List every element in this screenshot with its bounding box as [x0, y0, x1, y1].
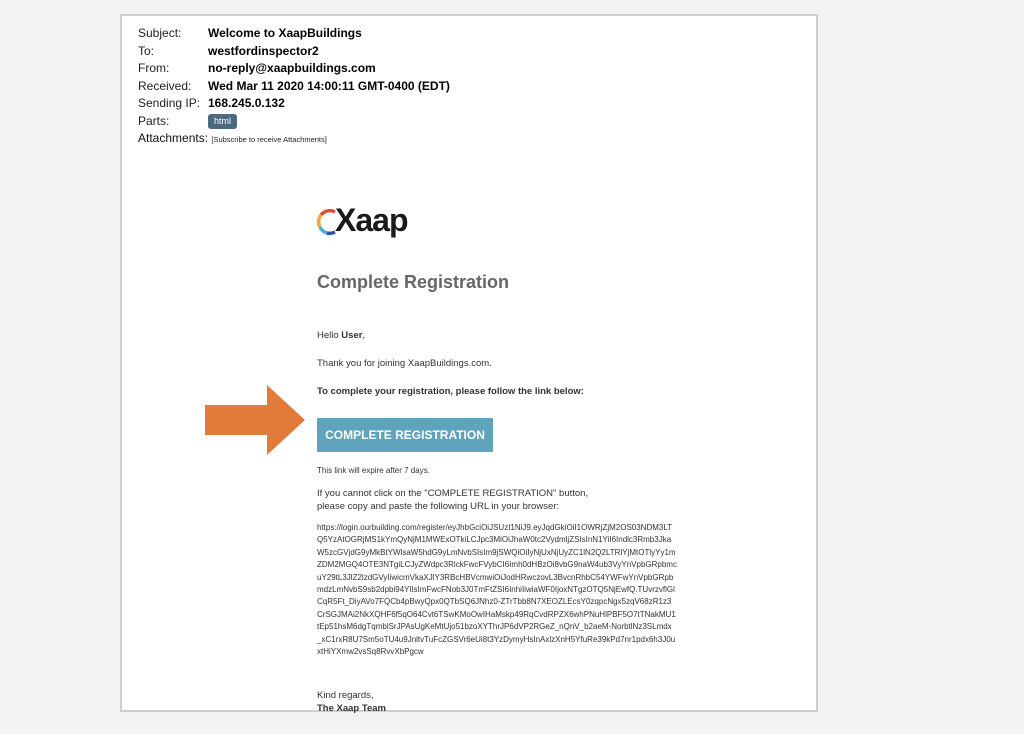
fallback-instruction-line-2: please copy and paste the following URL in your browser:	[317, 501, 560, 512]
header-key: Subject:	[138, 26, 182, 40]
header-value: Wed Mar 11 2020 14:00:11 GMT-0400 (EDT)	[208, 78, 450, 93]
header-value: no-reply@xaapbuildings.com	[208, 61, 376, 75]
url-line: ZDM2MGQ4OTE3NTgiLCJyZWdpc3RlckFwcFVybCI6Imh0dHBzOi8vbG9naW4ub3VyYnVpbGRpbmc	[317, 560, 677, 570]
header-key: From:	[138, 61, 170, 75]
url-line: CrSGJMAi2NkXQHF6f5qO64Cvt6TSwKMoOwIHaMskp49RqCvdRPZX6whPNuHlPBF5O7tTNakMU1	[317, 609, 676, 619]
header-key: Parts:	[138, 113, 170, 128]
url-line: CqR5Ft_DiyAVo7FQCb4pBwyQpx0QTbSQ6JNhz0-ZTrTbb8N7XEOZLEcsY0zqpcNgx5zqV68zR1z3	[317, 597, 672, 607]
greeting-name: User	[341, 330, 363, 341]
header-value: westfordinspector2	[208, 43, 319, 58]
header-key: To:	[138, 43, 155, 58]
attachments-subscribe-link[interactable]: [Subscribe to receive Attachments]	[211, 135, 327, 144]
registration-url-link[interactable]	[317, 522, 717, 658]
url-line: uY29tL3JlZ2lzdGVyIiwicmVkaXJlY3RBcHBVcmwiOiJodHRwczovL3BvcnRhbC54YWFwYnVpbGRpb	[317, 572, 674, 582]
url-line: _xC1rxR8U7Sm5oTU4u9JnltvTuFcZGSVr6eUi8t3YzDymyHsInAxlzXnH5YfuRe39kPd7nr1pdx6h3J0u	[317, 634, 676, 644]
url-line: https://login.ourbuilding.com/register/eyJhbGciOiJSUzI1NiJ9.eyJqdGkiOiI1OWRjZjM2OS03NDM3LT	[317, 523, 673, 532]
header-key: Sending IP:	[138, 96, 201, 110]
email-headers	[138, 25, 450, 148]
url-line: xtHiYXmw2vsSq8RvvXbPgcw	[317, 647, 424, 657]
xaap-logo-wordmark: Xaap	[335, 202, 408, 238]
header-row-attachments	[138, 130, 450, 148]
fallback-instruction-line-1: If you cannot click on the "COMPLETE REGISTRATION" button,	[317, 488, 589, 499]
complete-registration-button[interactable]: COMPLETE REGISTRATION	[317, 418, 493, 452]
url-line: Q5YzAtOGRjMS1kYmQyNjM1MWExOTkiLCJpc3MiOiJhaW0tc2VydmljZSIsInN1YiI6Indlc3Rmb3Jka	[317, 535, 672, 545]
header-row-parts	[138, 113, 450, 131]
sign-off: Kind regards,	[317, 690, 374, 701]
url-line: tEp51hsM6dgTqmblSrJPAsUgKeMtUjo51bzoXYThrJP6dVP2RGeZ_nQnV_b2aeM-NorbtlNz3SLmdx	[317, 622, 672, 632]
page-title: Complete Registration	[317, 272, 510, 292]
header-row-subject	[138, 25, 450, 43]
instruction-text: To complete your registration, please follow the link below:	[317, 386, 584, 397]
signature-team: The Xaap Team	[317, 703, 386, 714]
url-line: mdzLmNvbS9sb2dpbi94YlIsImFwcFNob3J0TmFtZSI6InhiIiwiaWF0IjoxNTgzOTQ5NjEwfQ.TUvrzvflGl	[317, 585, 675, 595]
header-row-sending-ip	[138, 95, 450, 113]
parts-html-badge[interactable]: html	[208, 114, 237, 129]
greeting-suffix: ,	[362, 330, 366, 341]
header-key: Attachments:	[138, 131, 209, 145]
greeting	[317, 330, 365, 341]
header-key: Received:	[138, 78, 192, 93]
email-viewer-frame	[120, 14, 818, 712]
header-row-from	[138, 60, 450, 78]
thanks-text: Thank you for joining XaapBuildings.com.	[317, 358, 492, 369]
url-line: W5zcGVjdG9yMkBtYWlsaW5hdG9yLmNvbSIsIm9jSWQiOiIyNjUxNjUyZC1lN2Q2LTRlYjMtOTlyYy1m	[317, 547, 676, 557]
header-value: Welcome to XaapBuildings	[208, 26, 362, 40]
expire-note: This link will expire after 7 days.	[317, 466, 430, 475]
header-row-received	[138, 78, 450, 96]
header-value: 168.245.0.132	[208, 96, 285, 110]
header-row-to	[138, 43, 450, 61]
greeting-prefix: Hello	[317, 330, 342, 341]
orange-arrow-icon	[205, 385, 305, 455]
